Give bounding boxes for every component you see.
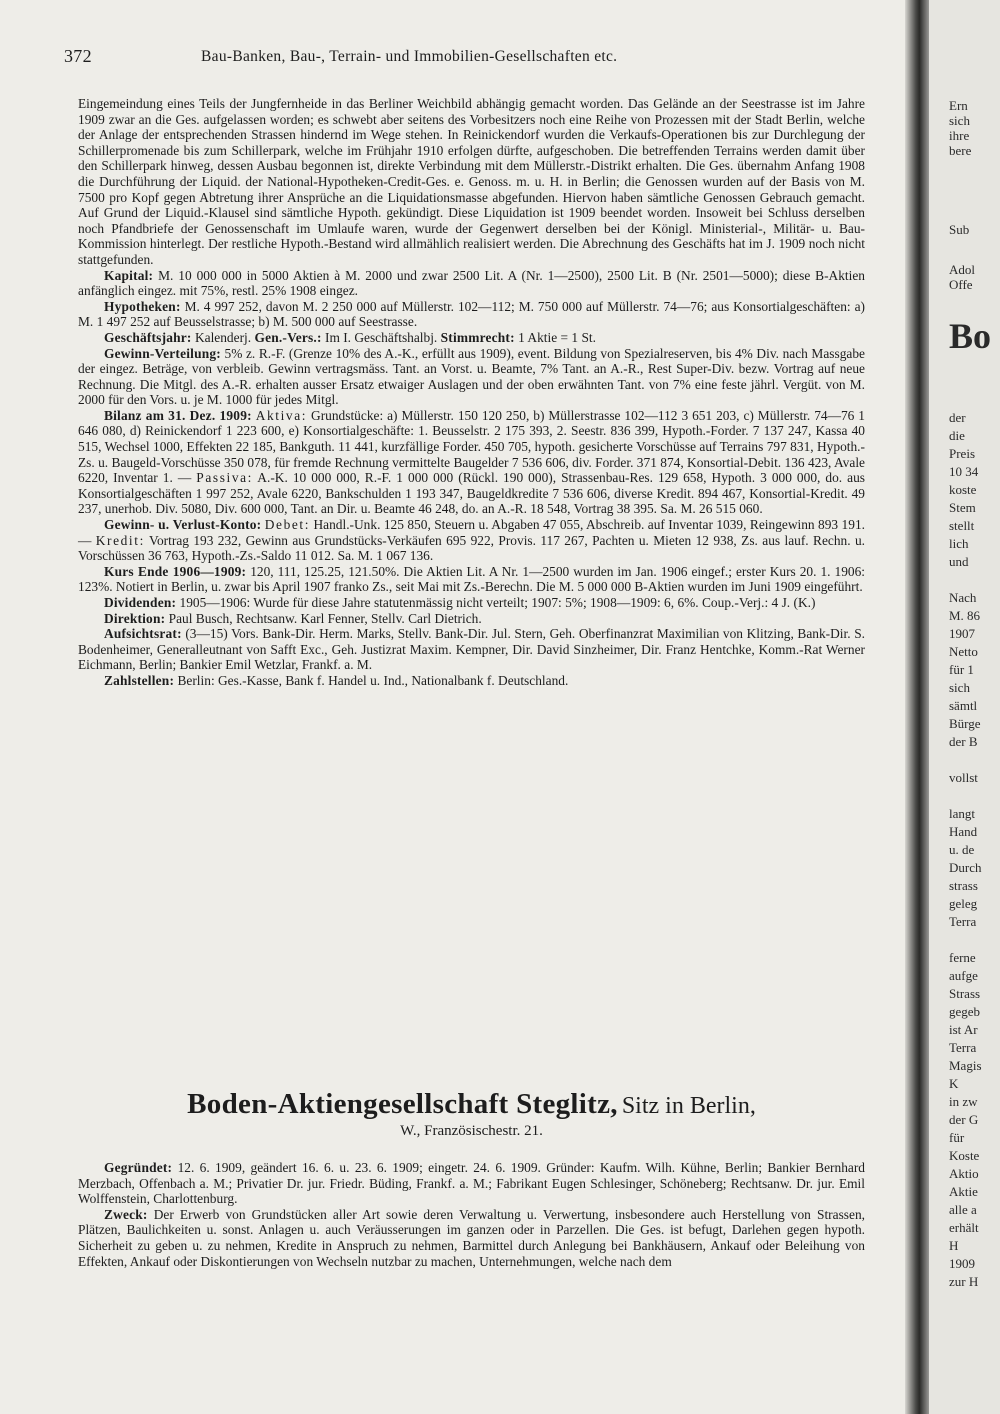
stimmrecht-text: 1 Aktie = 1 St. <box>518 329 596 345</box>
fragment-line: der B <box>949 734 978 749</box>
fragment-line: lich <box>949 536 969 551</box>
fragment-line: die <box>949 428 965 443</box>
running-title: Bau-Banken, Bau-, Terrain- und Immobilien-Gesellschaften etc. <box>201 48 618 65</box>
fragment-line: ist Ar <box>949 1022 978 1037</box>
kurs-paragraph <box>78 564 865 595</box>
fragment-line: sich <box>949 113 970 128</box>
fragment-line: vollst <box>949 770 978 785</box>
fragment-line: Aktio <box>949 1166 979 1181</box>
fragment-line: 10 34 <box>949 464 979 479</box>
aktiva-label: Aktiva: <box>255 407 308 423</box>
zweck-label: Zweck: <box>104 1206 148 1222</box>
hypotheken-label: Hypotheken: <box>104 298 181 314</box>
bilanz-label: Bilanz am 31. Dez. 1909: <box>104 407 252 423</box>
fragment-line: 1909 <box>949 1256 975 1271</box>
guv-paragraph <box>78 517 865 564</box>
company-heading <box>78 1088 865 1140</box>
geschaeftsjahr-paragraph <box>78 330 865 346</box>
kurs-text: 120, 111, 125.25, 121.50%. Die Aktien Lit. A Nr. 1—2500 wurden im Jan. 1906 eingef.; erster Kurs 20. 1. 1906: 123%. Notiert in Berlin, u. zwar bis April 1907 franko Zs., seit Mai mit Zs.-Berechn. Die M. 5 000 000 B-Aktien wurden im Juni 1909 eingeführt. <box>78 563 865 595</box>
gewinn-verteilung-text: 5% z. R.-F. (Grenze 10% des A.-K., erfüllt aus 1909), event. Bildung von Spezialreserven, bis 4% Div. nach Massgabe der eingez. Beträge, von verbleib. Gewinn vertragsmäss. Tant. an Vorst. u. Beamte, 7% Tant. an A.-R., Rest Super-Div. bezw. Vortrag auf neue Rechnung. Die Mitgl. des A.-R. erhalten ausser Ersatz etwaiger Auslagen und der oben erwähnten Tant. von 7% eine feste jährl. Vergüt. von M. 2000 für den Vors. u. je M. 1000 für jedes Mitgl. <box>78 345 865 408</box>
fragment-line: bere <box>949 143 972 158</box>
fragment-line: in zw <box>949 1094 978 1109</box>
fragment-line: ihre <box>949 128 970 143</box>
dividenden-label: Dividenden: <box>104 595 177 610</box>
hypotheken-text: M. 4 997 252, davon M. 2 250 000 auf Müllerstr. 102—112; M. 750 000 auf Müllerstr. 74—76; aus Konsortialgeschäften: a) M. 1 497 252 auf Beusselstrasse; b) M. 500 000 auf Seestrasse. <box>78 298 865 330</box>
hypotheken-paragraph <box>78 299 865 330</box>
fragment-line: Stem <box>949 500 976 515</box>
fragment-line: geleg <box>949 896 978 911</box>
fragment-line: strass <box>949 878 978 893</box>
gegruendet-text: 12. 6. 1909, geändert 16. 6. u. 23. 6. 1909; eingetr. 24. 6. 1909. Gründer: Kaufm. Wilh. Kühne, Berlin; Bankier Bernhard Merzbach, Offenbach a. M.; Privatier Dr. jur. Friedr. Büding, Frankf. a. M.; Fabrikant Eugen Schlesinger, Schöneberg; Rechtsanw. Dr. jur. Emil Wolffenstein, Charlottenburg. <box>78 1160 865 1207</box>
page-header <box>64 46 874 74</box>
fragment-line: H <box>949 1238 959 1253</box>
fragment-line: alle a <box>949 1202 977 1217</box>
fragment-line: Terra <box>949 914 977 929</box>
gewinn-verteilung-paragraph <box>78 346 865 408</box>
zweck-paragraph <box>78 1207 865 1269</box>
gegruendet-label: Gegründet: <box>104 1160 173 1175</box>
zahlstellen-label: Zahlstellen: <box>104 672 175 688</box>
entry-column-bottom <box>78 1160 865 1269</box>
fragment-line: Terra <box>949 1040 977 1055</box>
fragment-line: Durch <box>949 860 982 875</box>
fragment-line: für 1 <box>949 662 974 677</box>
aufsichtsrat-label: Aufsichtsrat: <box>104 626 182 642</box>
guv-label: Gewinn- u. Verlust-Konto: <box>104 517 262 533</box>
fragment-line: der G <box>949 1112 979 1127</box>
fragment-line: Ern <box>949 98 968 113</box>
fragment-line: Hand <box>949 824 978 839</box>
page-number: 372 <box>64 46 92 66</box>
fragment-line: gegeb <box>949 1004 981 1019</box>
gewinn-verteilung-label: Gewinn-Verteilung: <box>104 345 221 361</box>
aufsichtsrat-text: (3—15) Vors. Bank-Dir. Herm. Marks, Stellv. Bank-Dir. Jul. Stern, Geh. Oberfinanzrat Maximilian von Klitzing, Bank-Dir. S. Bodenheimer, Generalleutnant von Safft Exc., Geh. Justizrat Maxim. Kempner, Dir. David Sinzheimer, Dir. Franz Hentchke, Komm.-Rat Werner Eichmann, Berlin; Bankier Emil Wetzlar, Frankf. a. M. <box>78 626 865 673</box>
fragment-line: ferne <box>949 950 976 965</box>
kapital-paragraph <box>78 268 865 299</box>
geschaeftsjahr-label: Geschäftsjahr: <box>104 329 192 345</box>
fragment-line: Aktie <box>949 1184 978 1199</box>
passiva-label: Passiva: <box>196 470 253 486</box>
fragment-line: erhält <box>949 1220 979 1235</box>
gen-vers-text: Im I. Geschäftshalbj. <box>324 329 438 345</box>
fragment-line: stellt <box>949 518 975 533</box>
dividenden-text: 1905—1906: Wurde für diese Jahre statutenmässig nicht verteilt; 1907: 5%; 1908—1909: 6, 6%. Coup.-Verj.: 4 J. (K.) <box>179 595 816 610</box>
kapital-label: Kapital: <box>104 267 154 283</box>
kapital-text: M. 10 000 000 in 5000 Aktien à M. 2000 und zwar 2500 Lit. A (Nr. 1—2500), 2500 Lit. B (Nr. 2501—5000); diese B-Aktien anfänglich eingez. mit 75%, restl. 25% 1908 eingez. <box>78 267 866 299</box>
direktion-paragraph <box>78 611 865 627</box>
book-gutter-shadow <box>905 0 929 1414</box>
fragment-line: Nach <box>949 590 977 605</box>
fragment-line: aufge <box>949 968 978 983</box>
debet-text: Handl.-Unk. 125 850, Steuern u. Abgaben 47 055, Abschreib. auf Inventar 1039, Reingewinn 893 191. — <box>78 517 865 548</box>
bilanz-paragraph <box>78 408 865 517</box>
gegruendet-paragraph <box>78 1160 865 1207</box>
entry-intro-paragraph: Eingemeindung eines Teils der Jungfernheide in das Berliner Weichbild abhängig gemacht worden. Das Gelände an der Seestrasse ist im Jahre 1909 zwar an die Ges. aufgelassen worden; es schwebt aber seitens des Vorbesitzers noch eine Reihe von Prozessen mit der Stadt Berlin, welche der Anlage der entsprechenden Strassen hindernd im Wege stehen. In Reinickendorf wurden die Verkaufs-Operationen bis zur Durchlegung der Schillerpromenade bis zum Schillerpark, welche im Frühjahr 1910 erfolgen dürfte, aufgeschoben. Die betreffenden Terrains werden damit über den Schillerpark hinweg, dessen Ausbau begonnen ist, direkte Verbindung mit dem Müllerstr.-Distrikt erhalten. Die Ges. übernahm Anfang 1908 die Durchführung der Liquid. der National-Hypotheken-Credit-Ges. e. Genoss. m. u. H. in Berlin; die Genossen wurden auf der Basis von M. 7500 pro Kopf gegen Abtretung ihrer Ansprüche an die Liquidationsmasse abgefunden. Hiervon haben sämtliche Genossen Gebrauch gemacht. Auf Grund der Liquid.-Klausel sind sämtliche Hypoth. gekündigt. Diese Liquidation ist 1909 beendet worden. Insoweit bei Schluss derselben noch Pfandbriefe der Genossenschaft im Umlaufe waren, wurde der Gegenwert derselben bei der Königl. Ministerial-, Militär- u. Bau-Kommission hinterlegt. Der restliche Hypoth.-Bestand wird allmählich realisiert werden. Die Abrechnung des Geschäfts hat im J. 1909 noch nicht stattgefunden. <box>78 96 865 267</box>
fragment-line: für <box>949 1130 965 1145</box>
direktion-label: Direktion: <box>104 610 166 626</box>
kurs-label: Kurs Ende 1906—1909: <box>104 563 247 579</box>
direktion-text: Paul Busch, Rechtsanw. Karl Fenner, Stellv. Carl Dietrich. <box>168 610 482 626</box>
fragment-line: langt <box>949 806 975 821</box>
zweck-text: Der Erwerb von Grundstücken aller Art sowie deren Verwaltung u. Verwertung, insbesondere auch Herstellung von Strassen, Plätzen, Baulichkeiten u. sonst. Anlagen u. auch Veräusserungen im ganzen oder in Parzellen. Die Ges. ist befugt, Darlehen gegen hypoth. Sicherheit zu geben u. zu nehmen, Kredite in Anspruch zu nehmen, Barmittel durch Anlegung bei Bankhäusern, Ankauf oder Beleihung von Effekten, Ankauf oder Diskontierungen von Wechseln nutzbar zu machen, Unternehmungen, welche nach dem <box>78 1206 865 1269</box>
fragment-line: u. de <box>949 842 975 857</box>
fragment-line: koste <box>949 482 977 497</box>
entry-column-top <box>78 96 865 689</box>
fragment-line: K <box>949 1076 959 1091</box>
fragment-line: Adol <box>949 262 975 277</box>
fragment-line: und <box>949 554 969 569</box>
fragment-line: Bürge <box>949 716 981 731</box>
zahlstellen-text: Berlin: Ges.-Kasse, Bank f. Handel u. Ind., Nationalbank f. Deutschland. <box>177 672 569 688</box>
adjacent-page-fragment <box>929 0 1000 1414</box>
fragment-line: Offe <box>949 277 973 292</box>
kredit-label: Kredit: <box>95 532 145 548</box>
fragment-line: zur H <box>949 1274 979 1289</box>
debet-label: Debet: <box>264 517 311 533</box>
fragment-line: sämtl <box>949 698 978 713</box>
passiva-text: A.-K. 10 000 000, R.-F. 1 000 000 (Rückl. 190 000), Strassenbau-Res. 129 658, Hypoth. 3 000 000, do. aus Konsortialgeschäften 1 997 252, Avale 6220, Bankschulden 1 193 347, Baugeldkredite 7 536 606, diverse Kredit. 894 467, Konsortial-Kredit. 49 237, unerhob. Div. 5080, Div. 600 000, Tant. an Dir. u. Beamte 46 248, do. an A.-R. 18 548, Vortrag 38 395. Sa. M. 26 515 060. <box>78 470 866 517</box>
fragment-line: Koste <box>949 1148 980 1163</box>
geschaeftsjahr-text: Kalenderj. <box>194 329 252 345</box>
kredit-text: Vortrag 193 232, Gewinn aus Grundstücks-Verkäufen 695 922, Provis. 117 267, Pachten u. Mieten 12 938, Zs. aus lauf. Rechn. u. Vorschüssen 36 763, Hypoth.-Zs.-Saldo 11 012. Sa. M. 1 067 136. <box>78 532 865 564</box>
fragment-line: Magis <box>949 1058 982 1073</box>
fragment-line: Netto <box>949 644 978 659</box>
fragment-line: Sub <box>949 222 970 237</box>
fragment-heading: Bo <box>949 316 992 356</box>
gen-vers-label: Gen.-Vers.: <box>254 329 322 345</box>
fragment-line: 1907 <box>949 626 975 641</box>
aufsichtsrat-paragraph <box>78 626 865 673</box>
fragment-line: Strass <box>949 986 981 1001</box>
dividenden-paragraph <box>78 595 865 611</box>
fragment-line: sich <box>949 680 970 695</box>
company-address: W., Französischestr. 21. <box>400 1123 543 1139</box>
fragment-line: M. 86 <box>949 608 981 623</box>
company-seat: Sitz in Berlin, <box>621 1093 756 1119</box>
fragment-line: der <box>949 410 966 425</box>
zahlstellen-paragraph <box>78 673 865 689</box>
company-title: Boden-Aktiengesellschaft Steglitz, <box>187 1088 618 1120</box>
fragment-line: Preis <box>949 446 975 461</box>
aktiva-text: Grundstücke: a) Müllerstr. 150 120 250, b) Müllerstrasse 102—112 3 651 203, c) Müllerstr. 74—76 1 646 080, d) Reinickendorf 1 223 600, e) Konsortialgeschäfte: 1. Beusselstr. 2 175 393, 2. Seestr. 836 399, Hypoth.-Forder. 7 137 247, Kassa 40 515, Wechsel 1000, Effekten 22 185, Bankguth. 11 441, kurzfällige Forder. 450 705, hypoth. gesicherte Vorschüsse auf Terrains 797 831, Hypoth.-Zs. u. Baugeld-Vorschüsse 350 078, für fremde Rechnung vermittelte Baugelder 7 536 606, div. Forder. 371 874, Konsortial-Debit. 136 423, Avale 6220, Inventar 1. — <box>78 407 865 486</box>
stimmrecht-label: Stimmrecht: <box>440 329 515 345</box>
